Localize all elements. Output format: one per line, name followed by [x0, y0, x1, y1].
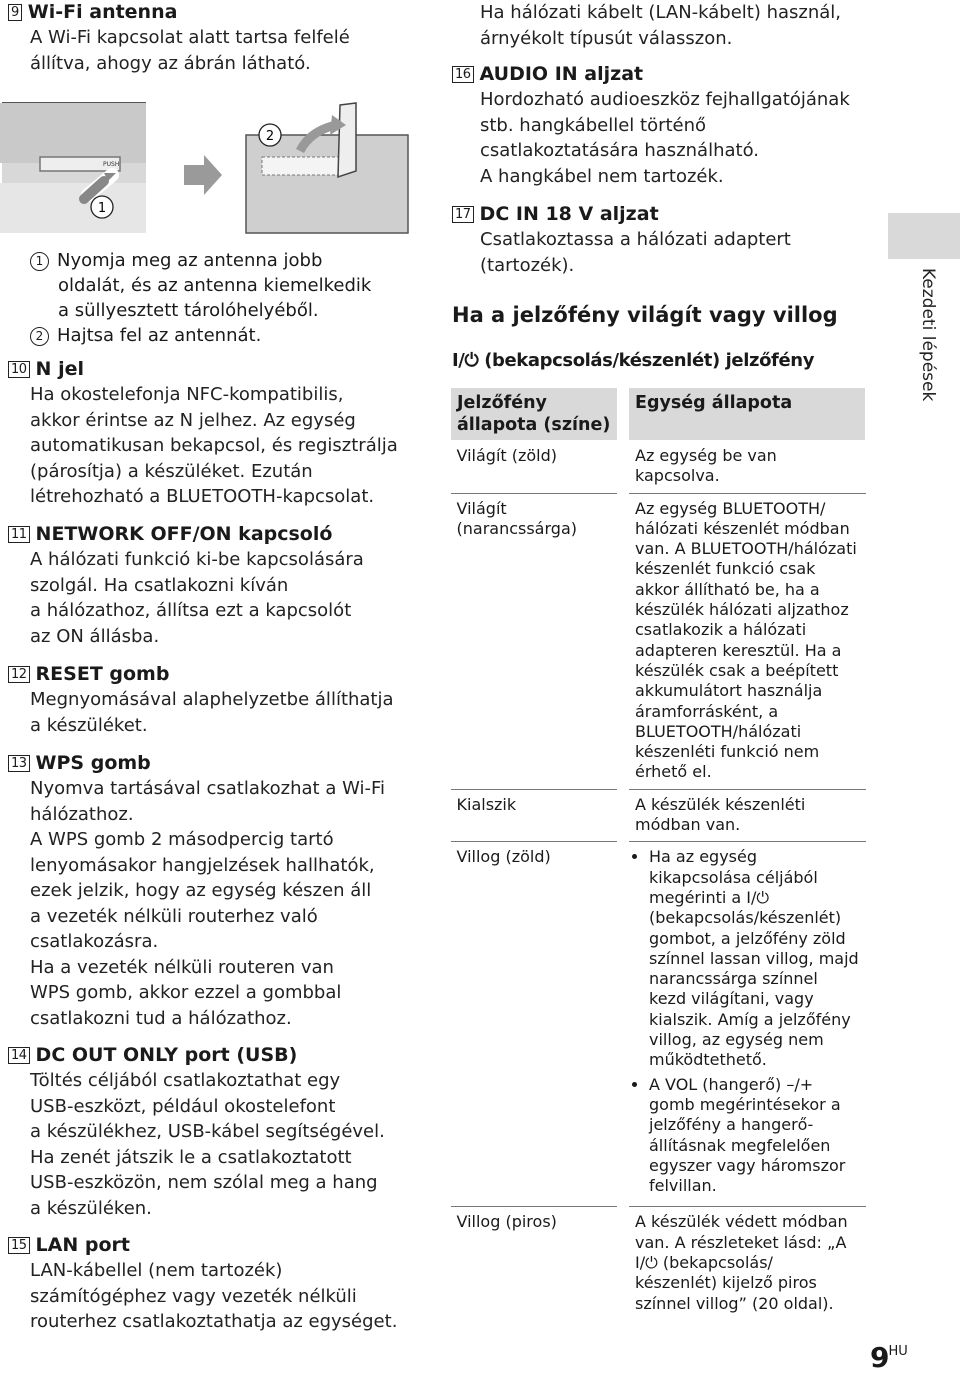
steps-list	[30, 248, 430, 348]
item-title: AUDIO IN aljzat	[479, 63, 644, 85]
body-line: ezek jelzik, hogy az egység készen áll	[30, 880, 372, 901]
body-line: Csatlakoztassa a hálózati adaptert	[480, 229, 791, 250]
list-item: • Ha az egység kikapcsolása céljából megérinti a I/⏻ (bekapcsolás/készenlét) gombot, a jelzőfény zöld színnel lassan villog, majd narancssárga színnel kezd világítani, vagy kialszik. Amíg a jelzőfény villog, az egység nem működtethető.	[649, 847, 860, 1070]
item-10	[8, 357, 428, 510]
item-14	[8, 1043, 428, 1221]
header-state: Jelzőfény állapota (színe)	[451, 388, 624, 441]
body-line: Ha zenét játszik le a csatlakoztatott	[30, 1146, 352, 1168]
item-17	[452, 202, 882, 278]
section-heading: Ha a jelzőfény világít vagy villog	[452, 303, 838, 327]
step-line: a süllyesztett tárolóhelyéből.	[58, 300, 319, 321]
item-13	[8, 751, 428, 1031]
status-cell: Az egység be van kapcsolva.	[623, 441, 866, 494]
body-line: USB-eszközön, nem szólal meg a hang	[30, 1172, 378, 1193]
body-line: szolgál. Ha csatlakozni kíván	[30, 574, 289, 596]
body-line: lenyomásakor hangjelzések hallhatók,	[30, 854, 375, 876]
body-line: a készüléket.	[30, 714, 148, 736]
item-15	[8, 1233, 428, 1335]
sub-heading: I/⏻ (bekapcsolás/készenlét) jelzőfény	[452, 350, 815, 371]
push-label: PUSH	[103, 161, 120, 168]
step-item: 2 Hajtsa fel az antennát.	[30, 323, 430, 348]
body-line: Töltés céljából csatlakoztathat egy	[30, 1070, 341, 1091]
step-number: 2	[30, 327, 49, 346]
state-cell: Kialszik	[451, 789, 624, 842]
antenna-figure	[0, 95, 412, 235]
table-row	[451, 493, 866, 789]
body-line: USB-eszközt, például okostelefont	[30, 1095, 336, 1117]
status-cell: Az egység BLUETOOTH/ hálózati készenlét módban van. A BLUETOOTH/hálózati készenlét funkció csak akkor állítható be, ha a készülék hálózati aljzathoz csatlakozik a hálózati adapteren keresztül. Ha a készülék csak a beépített akkumulátort használja áramforrásként, a BLUETOOTH/hálózati készenléti funkció nem érhető el.	[623, 493, 866, 789]
antenna-slot	[262, 157, 342, 175]
body-line: LAN-kábellel (nem tartozék)	[30, 1260, 283, 1281]
item-16	[452, 62, 882, 189]
state-cell: Világít (narancssárga)	[451, 493, 624, 789]
status-cell: A készülék védett módban van. A részleteket lásd: „A I/⏻ (bekapcsolás/ készenlét) kijelző piros színnel villog” (20 oldal).	[623, 1207, 866, 1320]
page-number-value: 9	[870, 1341, 889, 1374]
body-line: (párosítja) a készüléket. Ezután	[30, 460, 313, 482]
state-cell: Villog (piros)	[456, 1212, 557, 1232]
body-line: Nyomva tartásával csatlakozhat a Wi-Fi	[30, 778, 386, 799]
antenna	[338, 103, 356, 177]
body-line: Hordozható audioeszköz fejhallgatójának	[480, 89, 850, 110]
item-title: DC OUT ONLY port (USB)	[35, 1044, 298, 1066]
list-item: • A VOL (hangerő) –/+ gomb megérintésekor a jelzőfény a hangerő-állításnak megfelelően egyszer vagy háromszor felvillan.	[649, 1075, 860, 1197]
item-number: 11	[8, 526, 30, 543]
item-number: 10	[8, 361, 30, 378]
page-number	[870, 1341, 908, 1374]
item-title: N jel	[35, 358, 84, 380]
bullet-list	[635, 847, 860, 1196]
item-number: 14	[8, 1047, 30, 1064]
body-line: A hálózati funkció ki-be kapcsolására	[30, 549, 364, 570]
item-title: RESET gomb	[35, 663, 170, 685]
side-tab-label: Kezdeti lépések	[918, 268, 938, 402]
body-line: csatlakoztatására használható.	[480, 140, 759, 161]
power-standby-icon: I/⏻	[452, 350, 479, 371]
body-line: csatlakozni tud a hálózathoz.	[30, 1007, 292, 1029]
side-tab-marker	[888, 213, 960, 259]
page-language-code: HU	[888, 1344, 908, 1359]
item-number: 17	[452, 206, 474, 223]
state-cell: Villog (zöld)	[451, 842, 624, 1207]
svg-text:1: 1	[97, 201, 107, 216]
body-line: számítógéphez vagy vezeték nélküli	[30, 1285, 357, 1307]
item-12	[8, 662, 428, 738]
status-cell: A készülék készenléti módban van.	[623, 789, 866, 842]
item-number: 16	[452, 66, 474, 83]
body-line: a készülékhez, USB-kábel segítségével.	[30, 1121, 385, 1142]
lan-note	[480, 0, 841, 51]
step-item: 1 Nyomja meg az antenna jobb	[30, 248, 430, 273]
item-number: 9	[8, 4, 22, 21]
item-9	[8, 0, 428, 76]
body-line: WPS gomb, akkor ezzel a gombbal	[30, 982, 342, 1003]
table-row	[451, 789, 866, 842]
table-row	[451, 1207, 866, 1320]
body-line: Megnyomásával alaphelyzetbe állíthatja	[30, 689, 394, 710]
item-number: 15	[8, 1237, 30, 1254]
table-row	[451, 441, 866, 494]
body-line: akkor érintse az N jelhez. Az egység	[30, 409, 356, 431]
table-row	[451, 842, 866, 1207]
body-line: a vezeték nélküli routerhez való	[30, 905, 318, 927]
body-line: Ha okostelefonja NFC-kompatibilis,	[30, 384, 344, 405]
body-line: az ON állásba.	[30, 625, 160, 647]
body-line: routerhez csatlakoztathatja az egységet.	[30, 1311, 398, 1332]
body-line: A WPS gomb 2 másodpercig tartó	[30, 829, 334, 850]
step-number: 1	[30, 252, 49, 271]
body-line: hálózathoz.	[30, 803, 134, 825]
body-line: létrehozható a BLUETOOTH-kapcsolat.	[30, 486, 375, 507]
body-line: a hálózathoz, állítsa ezt a kapcsolót	[30, 600, 352, 621]
body-line: árnyékolt típusút válasszon.	[480, 27, 733, 49]
body-line: Ha a vezeték nélküli routeren van	[30, 956, 334, 978]
body-line: (tartozék).	[480, 254, 575, 276]
header-status: Egység állapota	[623, 388, 866, 441]
body-line: A Wi-Fi kapcsolat alatt tartsa felfelé	[30, 27, 350, 48]
item-title: LAN port	[35, 1234, 130, 1256]
item-number: 13	[8, 755, 30, 772]
status-cell	[623, 842, 866, 1207]
state-cell: Világít (zöld)	[451, 441, 624, 494]
body-line: stb. hangkábellel történő	[480, 114, 707, 136]
item-title: NETWORK OFF/ON kapcsoló	[35, 523, 333, 545]
body-line: automatikusan bekapcsol, és regisztrálja	[30, 435, 398, 456]
body-line: Ha hálózati kábelt (LAN-kábelt) használ,	[480, 2, 842, 23]
body-line: a készüléken.	[30, 1197, 152, 1219]
item-title: WPS gomb	[35, 752, 151, 774]
item-11	[8, 522, 428, 649]
item-number: 12	[8, 666, 30, 683]
body-line: állítva, ahogy az ábrán látható.	[30, 52, 311, 74]
item-title: Wi-Fi antenna	[27, 1, 178, 23]
svg-text:2: 2	[265, 129, 275, 144]
item-title: DC IN 18 V aljzat	[479, 203, 659, 225]
body-line: A hangkábel nem tartozék.	[480, 165, 724, 187]
indicator-table	[450, 387, 866, 1320]
body-line: csatlakozásra.	[30, 931, 159, 952]
step-line: oldalát, és az antenna kiemelkedik	[58, 275, 372, 296]
